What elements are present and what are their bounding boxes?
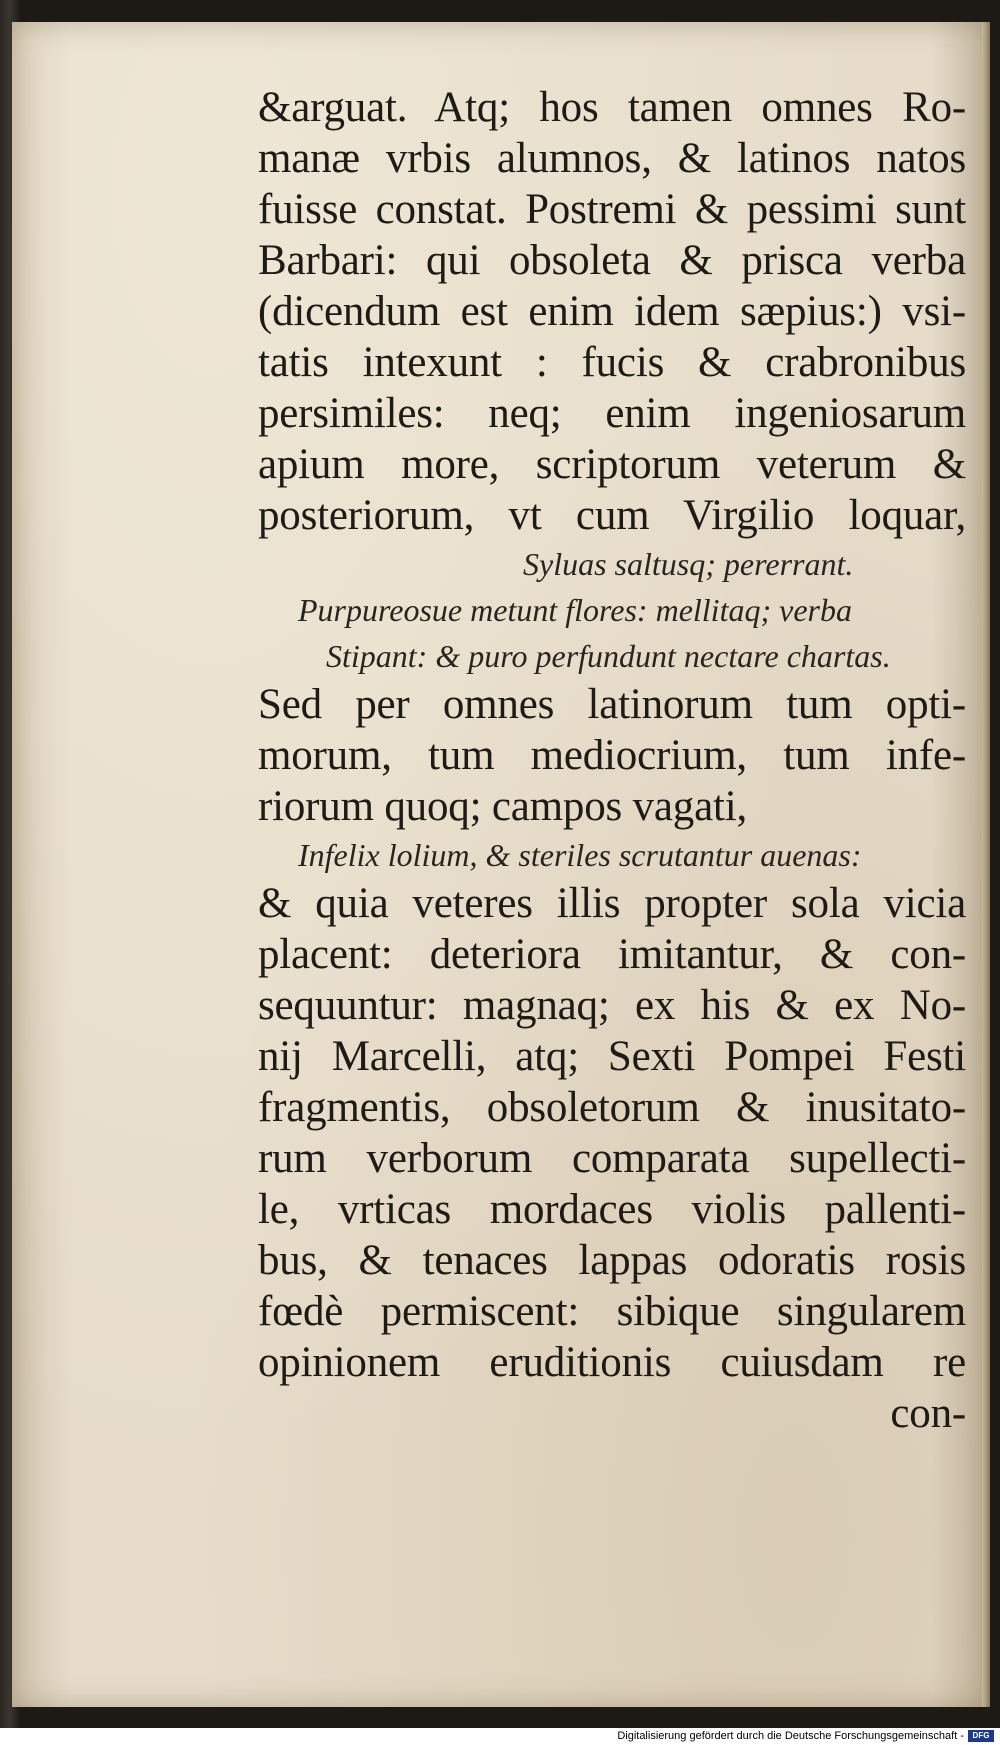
catchword: con- xyxy=(890,1390,966,1437)
text-line: le, vrticas mordaces violis pallenti- xyxy=(258,1186,966,1233)
text-line: rum verborum comparata supellecti- xyxy=(258,1135,966,1182)
text-line: fragmentis, obsoletorum & inusitato- xyxy=(258,1084,966,1131)
text-line: placent: deteriora imitantur, & con- xyxy=(258,931,966,978)
text-block xyxy=(258,82,966,1439)
text-line: (dicendum est enim idem sæpius:) vsi- xyxy=(258,288,966,335)
verse-line: Stipant: & puro perfundunt nectare chartas. xyxy=(326,638,891,674)
text-line: Sed per omnes latinorum tum opti- xyxy=(258,681,966,728)
text-line: sequuntur: magnaq; ex his & ex No- xyxy=(258,982,966,1029)
text-line: posteriorum, vt cum Virgilio loquar, xyxy=(258,492,966,539)
text-line: &arguat. Atq; hos tamen omnes Ro- xyxy=(258,84,966,131)
verse-line: Syluas saltusq; pererrant. xyxy=(523,546,854,582)
text-line: tatis intexunt : fucis & crabronibus xyxy=(258,339,966,386)
footer-credit: Digitalisierung gefördert durch die Deutsche Forschungsgemeinschaft - xyxy=(617,1730,964,1742)
text-line: morum, tum mediocrium, tum infe- xyxy=(258,732,966,779)
text-line: nij Marcelli, atq; Sexti Pompei Festi xyxy=(258,1033,966,1080)
verse-line: Infelix lolium, & steriles scrutantur auenas: xyxy=(298,837,862,873)
page-edge xyxy=(982,22,990,1707)
text-line: persimiles: neq; enim ingeniosarum xyxy=(258,390,966,437)
text-line: manæ vrbis alumnos, & latinos natos xyxy=(258,135,966,182)
text-line: & quia veteres illis propter sola vicia xyxy=(258,880,966,927)
text-line: fœdè permiscent: sibique singularem xyxy=(258,1288,966,1335)
dfg-logo-icon: DFG xyxy=(968,1730,994,1742)
text-line: bus, & tenaces lappas odoratis rosis xyxy=(258,1237,966,1284)
text-line: opinionem eruditionis cuiusdam re xyxy=(258,1339,966,1386)
text-line: fuisse constat. Postremi & pessimi sunt xyxy=(258,186,966,233)
text-line: apium more, scriptorum veterum & xyxy=(258,441,966,488)
verse-line: Purpureosue metunt flores: mellitaq; verba xyxy=(298,592,852,628)
digitization-footer xyxy=(0,1728,1000,1745)
text-line: Barbari: qui obsoleta & prisca verba xyxy=(258,237,966,284)
text-line: riorum quoq; campos vagati, xyxy=(258,783,747,830)
